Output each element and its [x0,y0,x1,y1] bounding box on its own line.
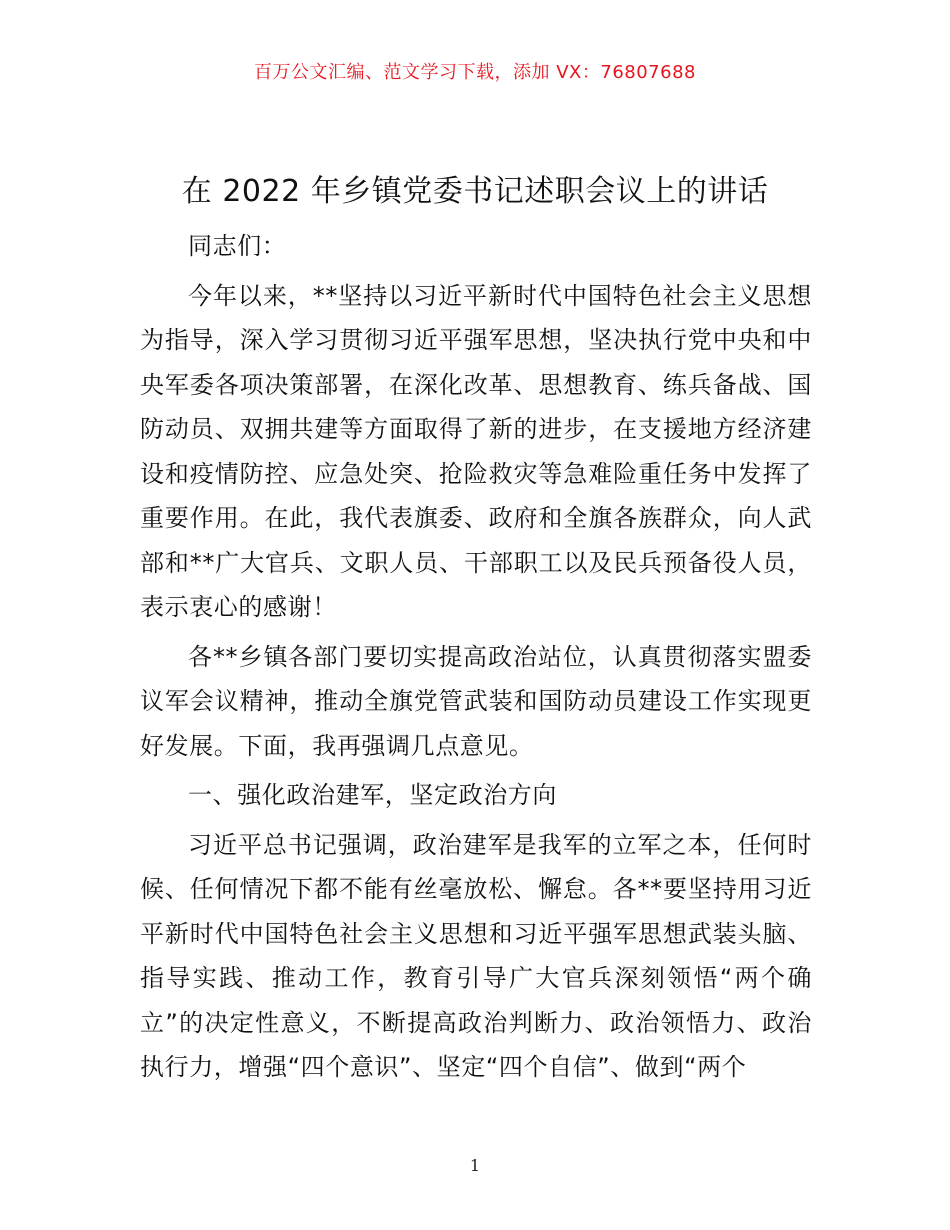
header-watermark: 百万公文汇编、范文学习下载，添加 VX：76807688 [254,62,696,83]
paragraph-section-1: 习近平总书记强调，政治建军是我军的立军之本，任何时候、任何情况下都不能有丝毫放松、懈怠。各**要坚持用习近平新时代中国特色社会主义思想和习近平强军思想武装头脑、指导实践、推动工作，教育引导广大官兵深刻领悟“两个确立”的决定性意义，不断提高政治判断力、政治领悟力、政治执行力，增强“四个意识”、坚定“四个自信”、做到“两个 [140,830,812,1081]
paragraph-requirements: 各**乡镇各部门要切实提高政治站位，认真贯彻落实盟委议军会议精神，推动全旗党管武装和国防动员建设工作实现更好发展。下面，我再强调几点意见。 [140,642,812,760]
document-title: 在 2022 年乡镇党委书记述职会议上的讲话 [181,174,769,209]
section-heading-1: 一、强化政治建军，坚定政治方向 [188,781,557,809]
document-body [140,224,812,1095]
paragraph-intro: 今年以来，**坚持以习近平新时代中国特色社会主义思想为指导，深入学习贯彻习近平强军思想，坚决执行党中央和中央军委各项决策部署，在深化改革、思想教育、练兵备战、国防动员、双拥共建等方面取得了新的进步，在支援地方经济建设和疫情防控、应急处突、抢险救灾等急难险重任务中发挥了重要作用。在此，我代表旗委、政府和全旗各族群众，向人武部和**广大官兵、文职人员、干部职工以及民兵预备役人员，表示衷心的感谢！ [140,281,812,621]
page-number: 1 [469,1156,481,1175]
salutation: 同志们： [188,232,287,260]
